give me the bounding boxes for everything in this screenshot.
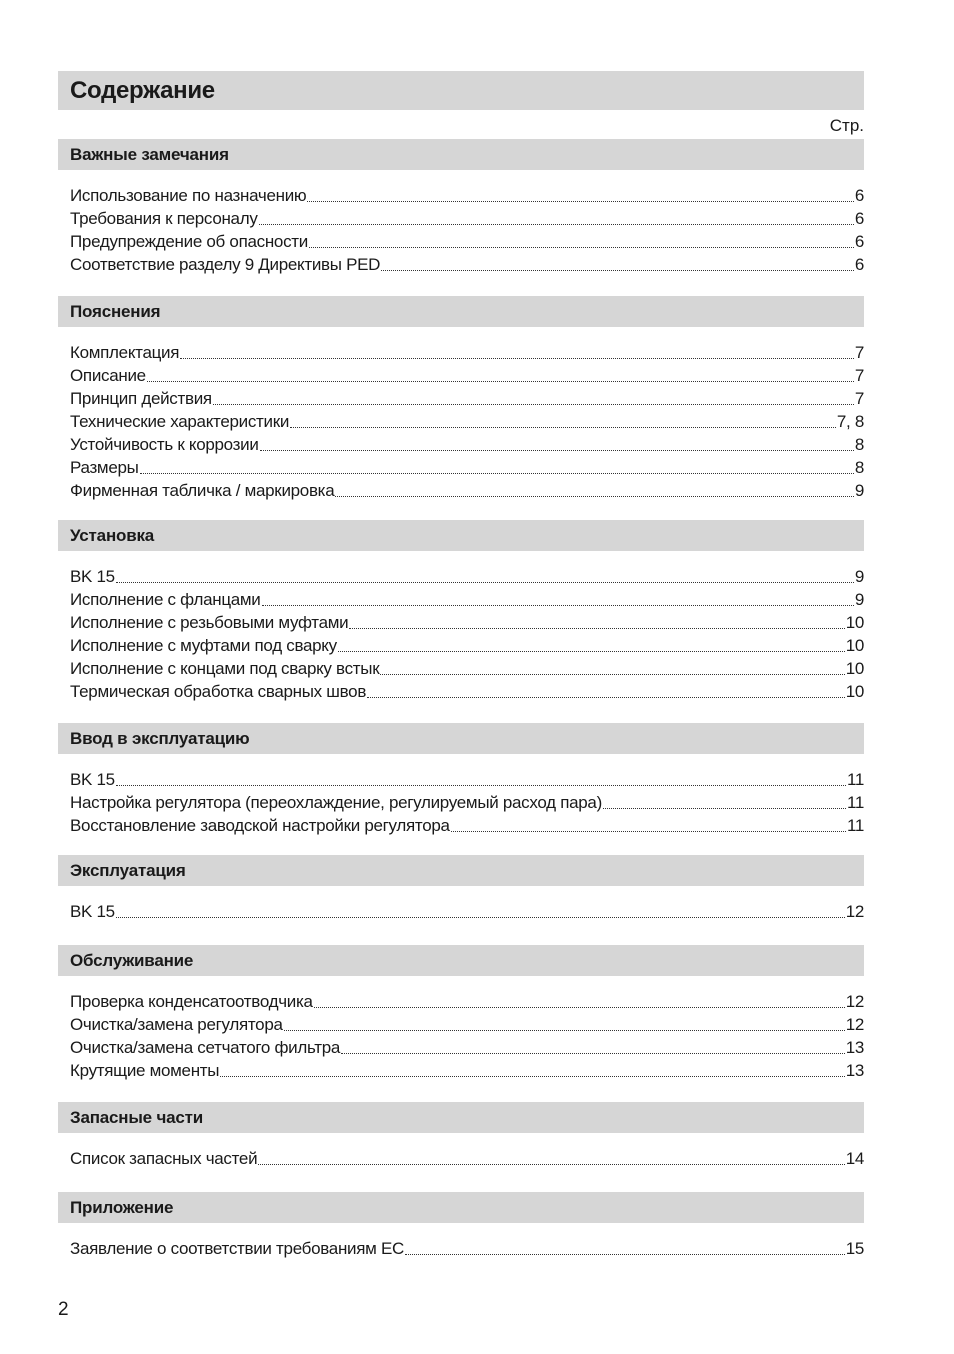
toc-entry[interactable] (70, 253, 864, 276)
entry-page-number: 7 (854, 366, 864, 385)
entry-page-number: 10 (845, 613, 864, 632)
toc-section (58, 855, 864, 945)
toc-entry[interactable] (70, 184, 864, 207)
entry-label: Описание (70, 366, 146, 385)
entry-page-number: 12 (845, 902, 864, 921)
dot-leader (284, 1030, 845, 1031)
toc-section (58, 1102, 864, 1192)
toc-section (58, 296, 864, 520)
entry-label: Исполнение с муфтами под сварку (70, 636, 337, 655)
entry-label: Предупреждение об опасности (70, 232, 308, 251)
entry-list (58, 976, 864, 1102)
entry-page-number: 8 (854, 435, 864, 454)
toc-entry[interactable] (70, 387, 864, 410)
entry-label: Использование по назначению (70, 186, 307, 205)
toc-section (58, 723, 864, 855)
toc-section (58, 1192, 864, 1260)
entry-label: BK 15 (70, 770, 115, 789)
table-of-contents (58, 71, 864, 1260)
entry-page-number: 7, 8 (836, 412, 864, 431)
dot-leader (367, 697, 845, 698)
entry-label: Список запасных частей (70, 1149, 258, 1168)
entry-list (58, 886, 864, 945)
dot-leader (309, 247, 854, 248)
toc-section (58, 520, 864, 723)
toc-entry[interactable] (70, 1036, 864, 1059)
toc-entry[interactable] (70, 634, 864, 657)
dot-leader (405, 1254, 845, 1255)
toc-section (58, 945, 864, 1102)
toc-entry[interactable] (70, 410, 864, 433)
entry-page-number: 11 (846, 793, 864, 812)
entry-list (58, 551, 864, 723)
entry-label: Очистка/замена сетчатого фильтра (70, 1038, 341, 1057)
entry-page-number: 9 (854, 567, 864, 586)
toc-entry[interactable] (70, 900, 864, 923)
entry-page-number: 8 (854, 458, 864, 477)
section-heading: Приложение (58, 1192, 864, 1223)
toc-entry[interactable] (70, 657, 864, 680)
dot-leader (381, 270, 854, 271)
entry-label: Принцип действия (70, 389, 212, 408)
toc-entry[interactable] (70, 588, 864, 611)
dot-leader (258, 1164, 844, 1165)
dot-leader (116, 785, 846, 786)
toc-entry[interactable] (70, 207, 864, 230)
entry-page-number: 15 (845, 1239, 864, 1258)
entry-label: Термическая обработка сварных швов (70, 682, 367, 701)
toc-sections (58, 139, 864, 1260)
entry-page-number: 10 (845, 682, 864, 701)
entry-label: BK 15 (70, 567, 115, 586)
entry-page-number: 7 (854, 389, 864, 408)
section-heading: Пояснения (58, 296, 864, 327)
entry-label: Проверка конденсатоотводчика (70, 992, 313, 1011)
page-number: 2 (58, 1299, 69, 1320)
toc-entry[interactable] (70, 768, 864, 791)
dot-leader (260, 450, 854, 451)
entry-page-number: 14 (845, 1149, 864, 1168)
dot-leader (180, 358, 854, 359)
dot-leader (349, 628, 844, 629)
toc-section (58, 139, 864, 296)
dot-leader (307, 201, 854, 202)
toc-entry[interactable] (70, 1013, 864, 1036)
entry-label: Настройка регулятора (переохлаждение, регулируемый расход пара) (70, 793, 602, 812)
entry-label: Фирменная табличка / маркировка (70, 481, 335, 500)
entry-label: Исполнение с концами под сварку встык (70, 659, 380, 678)
entry-label: Исполнение с фланцами (70, 590, 261, 609)
entry-label: Требования к персоналу (70, 209, 258, 228)
dot-leader (603, 808, 846, 809)
dot-leader (338, 651, 845, 652)
toc-entry[interactable] (70, 433, 864, 456)
entry-page-number: 6 (854, 255, 864, 274)
dot-leader (147, 381, 854, 382)
dot-leader (380, 674, 844, 675)
entry-label: Размеры (70, 458, 139, 477)
toc-entry[interactable] (70, 456, 864, 479)
entry-page-number: 6 (854, 186, 864, 205)
entry-label: Устойчивость к коррозии (70, 435, 259, 454)
dot-leader (341, 1053, 845, 1054)
entry-page-number: 9 (854, 590, 864, 609)
section-heading: Запасные части (58, 1102, 864, 1133)
entry-page-number: 11 (846, 770, 864, 789)
entry-page-number: 12 (845, 992, 864, 1011)
dot-leader (140, 473, 854, 474)
dot-leader (213, 404, 854, 405)
toc-entry[interactable] (70, 791, 864, 814)
entry-page-number: 13 (845, 1061, 864, 1080)
toc-entry[interactable] (70, 565, 864, 588)
page-column-label: Стр. (829, 116, 864, 135)
entry-label: Технические характеристики (70, 412, 290, 431)
entry-list (58, 327, 864, 520)
entry-list (58, 1223, 864, 1260)
entry-page-number: 7 (854, 343, 864, 362)
entry-list (58, 170, 864, 296)
toc-entry[interactable] (70, 479, 864, 502)
dot-leader (290, 427, 836, 428)
toc-entry[interactable] (70, 1059, 864, 1082)
entry-label: Очистка/замена регулятора (70, 1015, 283, 1034)
entry-page-number: 12 (845, 1015, 864, 1034)
dot-leader (116, 582, 854, 583)
entry-label: Восстановление заводской настройки регулятора (70, 816, 450, 835)
toc-entry[interactable] (70, 1237, 864, 1260)
dot-leader (451, 831, 846, 832)
toc-entry[interactable] (70, 230, 864, 253)
section-heading: Обслуживание (58, 945, 864, 976)
entry-label: Комплектация (70, 343, 180, 362)
section-heading: Установка (58, 520, 864, 551)
entry-page-number: 10 (845, 659, 864, 678)
entry-label: BK 15 (70, 902, 115, 921)
entry-label: Заявление о соответствии требованиям ЕС (70, 1239, 404, 1258)
dot-leader (116, 917, 845, 918)
entry-page-number: 13 (845, 1038, 864, 1057)
section-heading: Важные замечания (58, 139, 864, 170)
entry-page-number: 6 (854, 232, 864, 251)
entry-label: Исполнение с резьбовыми муфтами (70, 613, 349, 632)
entry-label: Соответствие разделу 9 Директивы PED (70, 255, 381, 274)
toc-entry[interactable] (70, 1147, 864, 1170)
dot-leader (335, 496, 853, 497)
entry-list (58, 754, 864, 855)
toc-entry[interactable] (70, 680, 864, 703)
dot-leader (262, 605, 854, 606)
toc-entry[interactable] (70, 990, 864, 1013)
dot-leader (220, 1076, 844, 1077)
section-heading: Ввод в эксплуатацию (58, 723, 864, 754)
dot-leader (259, 224, 854, 225)
section-heading: Эксплуатация (58, 855, 864, 886)
toc-entry[interactable] (70, 814, 864, 837)
toc-entry[interactable] (70, 611, 864, 634)
dot-leader (314, 1007, 845, 1008)
entry-page-number: 9 (854, 481, 864, 500)
entry-page-number: 6 (854, 209, 864, 228)
entry-page-number: 10 (845, 636, 864, 655)
toc-title: Содержание (58, 71, 864, 110)
entry-label: Крутящие моменты (70, 1061, 220, 1080)
toc-entry[interactable] (70, 341, 864, 364)
toc-entry[interactable] (70, 364, 864, 387)
entry-list (58, 1133, 864, 1192)
entry-page-number: 11 (846, 816, 864, 835)
